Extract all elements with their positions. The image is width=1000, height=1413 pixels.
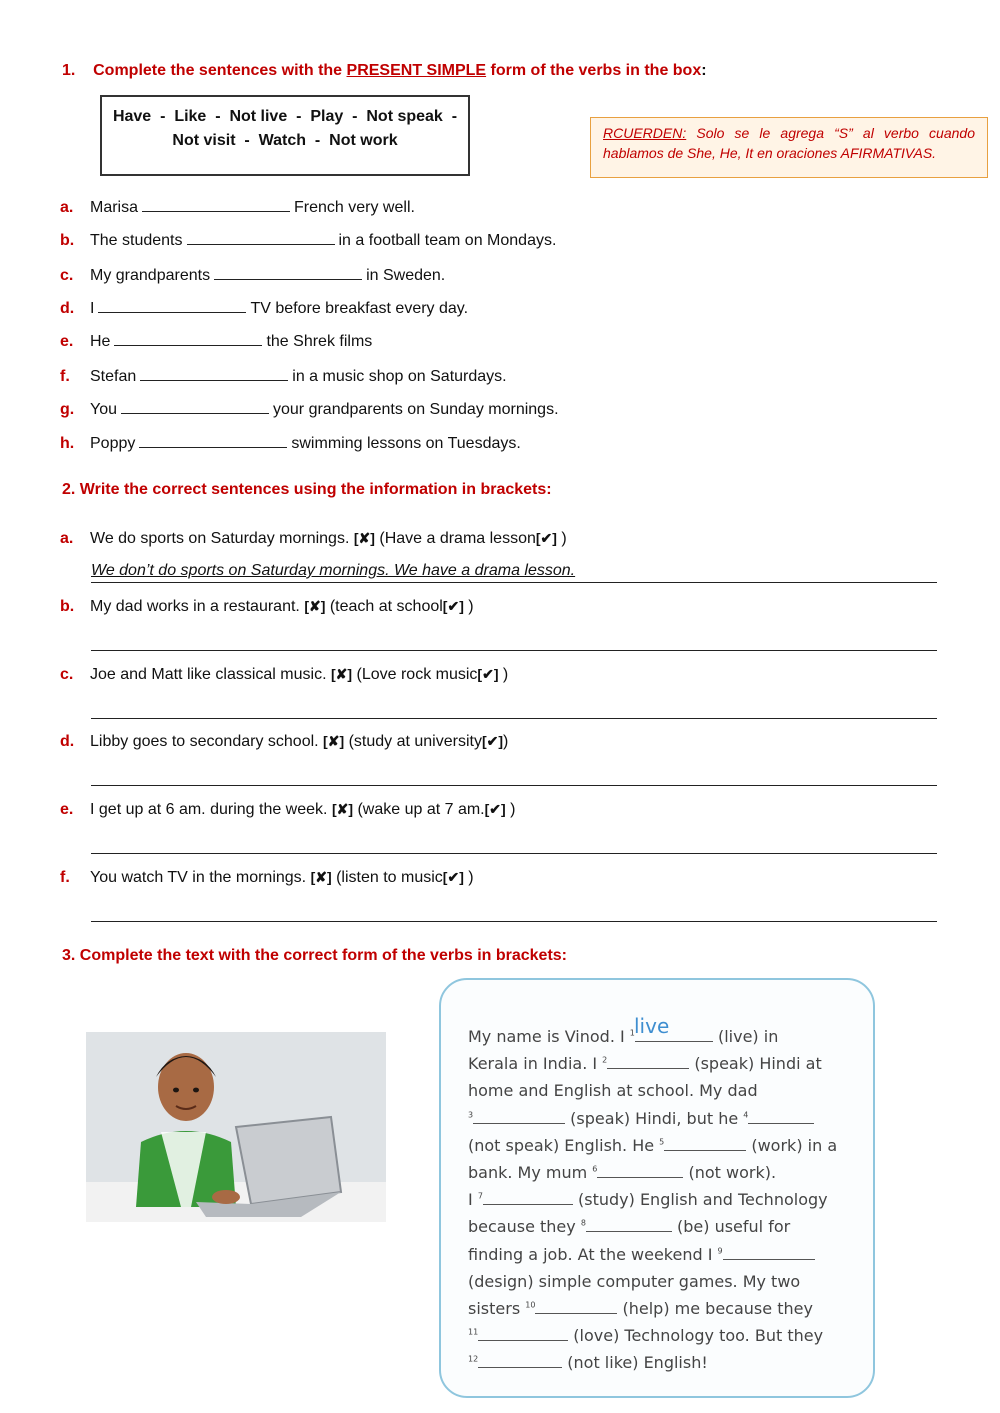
- gap-blank[interactable]: [597, 1165, 683, 1178]
- gap-blank[interactable]: [748, 1111, 814, 1124]
- text-fragment: (work) in a: [746, 1135, 838, 1155]
- item-subject: Poppy: [90, 435, 136, 452]
- textbox-line: [468, 1353, 708, 1372]
- fill-in-blank[interactable]: [187, 230, 335, 245]
- cross-mark-icon: [✘]: [331, 801, 353, 817]
- item-subject: Marisa: [90, 199, 139, 216]
- item-sentence: Joe and Matt like classical music.: [90, 666, 327, 683]
- gap-blank[interactable]: [723, 1247, 815, 1260]
- textbox-line: [468, 1109, 814, 1128]
- item-ending: TV before breakfast every day.: [250, 300, 469, 317]
- gap-blank[interactable]: [483, 1192, 573, 1205]
- text-fragment: (love) Technology too. But they: [568, 1326, 824, 1346]
- gap-number: 8: [580, 1219, 586, 1229]
- item-ending: in a music shop on Saturdays.: [292, 368, 507, 385]
- answer-line[interactable]: [91, 901, 937, 922]
- fill-in-blank[interactable]: [142, 197, 290, 212]
- item-close: ): [498, 666, 509, 683]
- textbox-line: [468, 1027, 778, 1046]
- item-ending: swimming lessons on Tuesdays.: [291, 435, 521, 452]
- item-subject: My grandparents: [90, 267, 211, 284]
- check-mark-icon: [✔]: [535, 530, 557, 546]
- gap-blank[interactable]: [473, 1111, 565, 1124]
- cross-mark-icon: [✘]: [304, 598, 326, 614]
- item-sentence: You watch TV in the mornings.: [90, 869, 307, 886]
- item-bracket: (Have a drama lesson: [379, 530, 536, 547]
- textbox-line: [468, 1245, 815, 1264]
- example-answer-line[interactable]: [91, 562, 937, 583]
- item-sentence: Libby goes to secondary school.: [90, 733, 319, 750]
- section1-heading: 1. Complete the sentences with the PRESENT SIMPLE form of the verbs in the box:: [62, 62, 707, 79]
- verb-box-line-2: Not visit - Watch - Not work: [172, 132, 398, 149]
- answer-line[interactable]: [91, 698, 937, 719]
- gap-blank[interactable]: [478, 1355, 562, 1368]
- reminder-note: [590, 117, 988, 178]
- text-fragment: bank. My mum: [468, 1163, 593, 1182]
- text-fragment: finding a job. At the weekend I: [468, 1244, 718, 1264]
- cross-mark-icon: [✘]: [310, 869, 332, 885]
- gap-blank[interactable]: [607, 1056, 689, 1069]
- item-letter: h.: [60, 435, 75, 452]
- gap-number: 11: [468, 1327, 479, 1337]
- verb-box: [100, 95, 470, 176]
- gap-blank[interactable]: [664, 1138, 746, 1151]
- text-fragment: home and English at school. My dad: [468, 1081, 758, 1101]
- textbox-line: [468, 1054, 822, 1073]
- item-letter: a.: [60, 530, 74, 547]
- section2-heading: 2. Write the correct sentences using the information in brackets:: [62, 481, 552, 498]
- item-letter: d.: [60, 733, 75, 750]
- exercise1-item: [60, 399, 559, 420]
- item-letter: f.: [60, 368, 70, 385]
- fill-in-blank[interactable]: [214, 265, 362, 280]
- check-mark-icon: [✔]: [484, 801, 506, 817]
- text-fragment: (not speak) English. He: [468, 1135, 660, 1155]
- gap-number: 10: [525, 1300, 536, 1310]
- textbox-line: [468, 1136, 837, 1155]
- exercise2-item: [60, 528, 567, 549]
- text-fragment: (help) me because they: [617, 1299, 813, 1318]
- item-letter: e.: [60, 801, 74, 818]
- present-simple-label: PRESENT SIMPLE: [346, 62, 487, 79]
- answer-line[interactable]: [91, 765, 937, 786]
- item-letter: f.: [60, 869, 70, 886]
- example-answer: We don’t do sports on Saturday mornings. We have a drama lesson.: [91, 562, 576, 579]
- item-subject: I: [90, 300, 95, 317]
- text-fragment: (not work).: [683, 1163, 777, 1182]
- text-fragment: (speak) Hindi at: [689, 1054, 822, 1074]
- item-ending: your grandparents on Sunday mornings.: [273, 401, 559, 418]
- boy-laptop-illustration: [86, 1032, 386, 1222]
- cross-mark-icon: [✘]: [330, 666, 353, 682]
- item-close: ): [503, 733, 509, 750]
- text-fragment: because they: [468, 1217, 581, 1237]
- item-bracket: (study at university: [348, 733, 482, 750]
- check-mark-icon: [✔]: [442, 598, 464, 614]
- textbox-line: [468, 1217, 790, 1236]
- textbox-line: [468, 1299, 813, 1318]
- gap-number: 12: [468, 1355, 479, 1365]
- item-letter: c.: [60, 267, 74, 284]
- text-fragment: I: [468, 1190, 478, 1210]
- item-letter: b.: [60, 598, 75, 615]
- gap-number: 1: [629, 1028, 635, 1038]
- gap-number: 7: [477, 1191, 483, 1201]
- cross-mark-icon: [✘]: [353, 530, 375, 546]
- item-letter: c.: [60, 666, 74, 683]
- answer-line[interactable]: [91, 833, 937, 854]
- gap-number: 2: [602, 1055, 608, 1065]
- fill-in-blank[interactable]: [140, 366, 288, 381]
- reminder-text: Solo se le agrega “S” al verbo cuando hablamos de She, He, It en oraciones AFIRMATIVAS.: [603, 125, 975, 161]
- text-fragment: Kerala in India. I: [468, 1054, 603, 1074]
- fill-in-blank[interactable]: [114, 331, 262, 346]
- text-fragment: (live) in: [712, 1027, 779, 1046]
- item-sentence: My dad works in a restaurant.: [90, 598, 300, 615]
- item-subject: You: [90, 401, 117, 418]
- item-letter: b.: [60, 232, 75, 249]
- text-fragment: (not like) English!: [562, 1353, 708, 1373]
- gap-number: 3: [468, 1110, 474, 1120]
- text-fragment: My name is Vinod. I: [468, 1027, 630, 1046]
- exercise2-item: [60, 867, 474, 888]
- gap-number: 9: [717, 1246, 723, 1256]
- text-fragment: (be) useful for: [671, 1217, 791, 1237]
- reminder-label: RCUERDEN:: [603, 125, 687, 141]
- item-bracket: (wake up at 7 am.: [357, 801, 485, 818]
- exercise2-item: [60, 596, 474, 617]
- item-subject: He: [90, 333, 111, 350]
- exercise1-item: [60, 265, 445, 286]
- check-mark-icon: [✔]: [477, 666, 499, 682]
- item-ending: in a football team on Mondays.: [338, 232, 557, 249]
- fill-in-blank[interactable]: [139, 433, 287, 448]
- item-close: ): [463, 869, 474, 886]
- textbox-line: [468, 1190, 828, 1209]
- item-letter: g.: [60, 401, 75, 418]
- exercise1-item: [60, 331, 372, 352]
- item-close: ): [463, 598, 474, 615]
- item-ending: French very well.: [294, 199, 415, 216]
- gap-blank[interactable]: [535, 1301, 617, 1314]
- exercise1-item: [60, 298, 468, 319]
- exercise1-item: [60, 230, 556, 251]
- exercise1-item: [60, 433, 521, 454]
- item-close: ): [505, 801, 516, 818]
- gap-number: 4: [743, 1110, 749, 1120]
- check-mark-icon: [✔]: [442, 869, 464, 885]
- text-fragment: (design) simple computer games. My two: [468, 1271, 801, 1291]
- item-ending: in Sweden.: [366, 267, 446, 284]
- item-subject: Stefan: [90, 368, 137, 385]
- text-fragment: (speak) Hindi, but he: [565, 1108, 744, 1128]
- gap-blank[interactable]: [586, 1219, 672, 1232]
- handwritten-answer: live: [634, 1014, 670, 1038]
- exercise1-item: [60, 197, 415, 218]
- check-mark-icon: [✔]: [481, 733, 504, 749]
- verb-box-line-1: Have - Like - Not live - Play - Not speak -: [112, 108, 458, 125]
- gap-blank[interactable]: [478, 1328, 568, 1341]
- boy-with-laptop-photo: [86, 1032, 386, 1222]
- section3-heading: 3. Complete the text with the correct form of the verbs in brackets:: [62, 947, 567, 964]
- textbox-line: [468, 1163, 776, 1182]
- exercise2-item: [60, 799, 515, 820]
- item-close: ): [556, 530, 567, 547]
- exercise1-item: [60, 366, 507, 387]
- fill-in-blank[interactable]: [121, 399, 269, 414]
- gap-number: 6: [592, 1164, 598, 1174]
- textbox-line: [468, 1081, 758, 1100]
- textbox-line: [468, 1326, 823, 1345]
- item-letter: a.: [60, 199, 74, 216]
- answer-line[interactable]: [91, 630, 937, 651]
- gap-number: 5: [659, 1137, 665, 1147]
- exercise2-item: [60, 731, 508, 752]
- cross-mark-icon: [✘]: [323, 733, 345, 749]
- item-letter: e.: [60, 333, 74, 350]
- text-fragment: (study) English and Technology: [572, 1190, 828, 1210]
- exercise2-item: [60, 664, 508, 685]
- item-bracket: (listen to music: [336, 869, 443, 886]
- item-letter: d.: [60, 300, 75, 317]
- fill-in-blank[interactable]: [98, 298, 246, 313]
- text-fragment: sisters: [468, 1299, 526, 1318]
- item-bracket: (Love rock music: [356, 666, 478, 683]
- item-subject: The students: [90, 232, 183, 249]
- item-bracket: (teach at school: [329, 598, 443, 615]
- item-sentence: I get up at 6 am. during the week.: [90, 801, 328, 818]
- reading-textbox: [439, 978, 875, 1398]
- textbox-line: [468, 1272, 800, 1291]
- item-sentence: We do sports on Saturday mornings.: [90, 530, 350, 547]
- item-ending: the Shrek films: [266, 333, 373, 350]
